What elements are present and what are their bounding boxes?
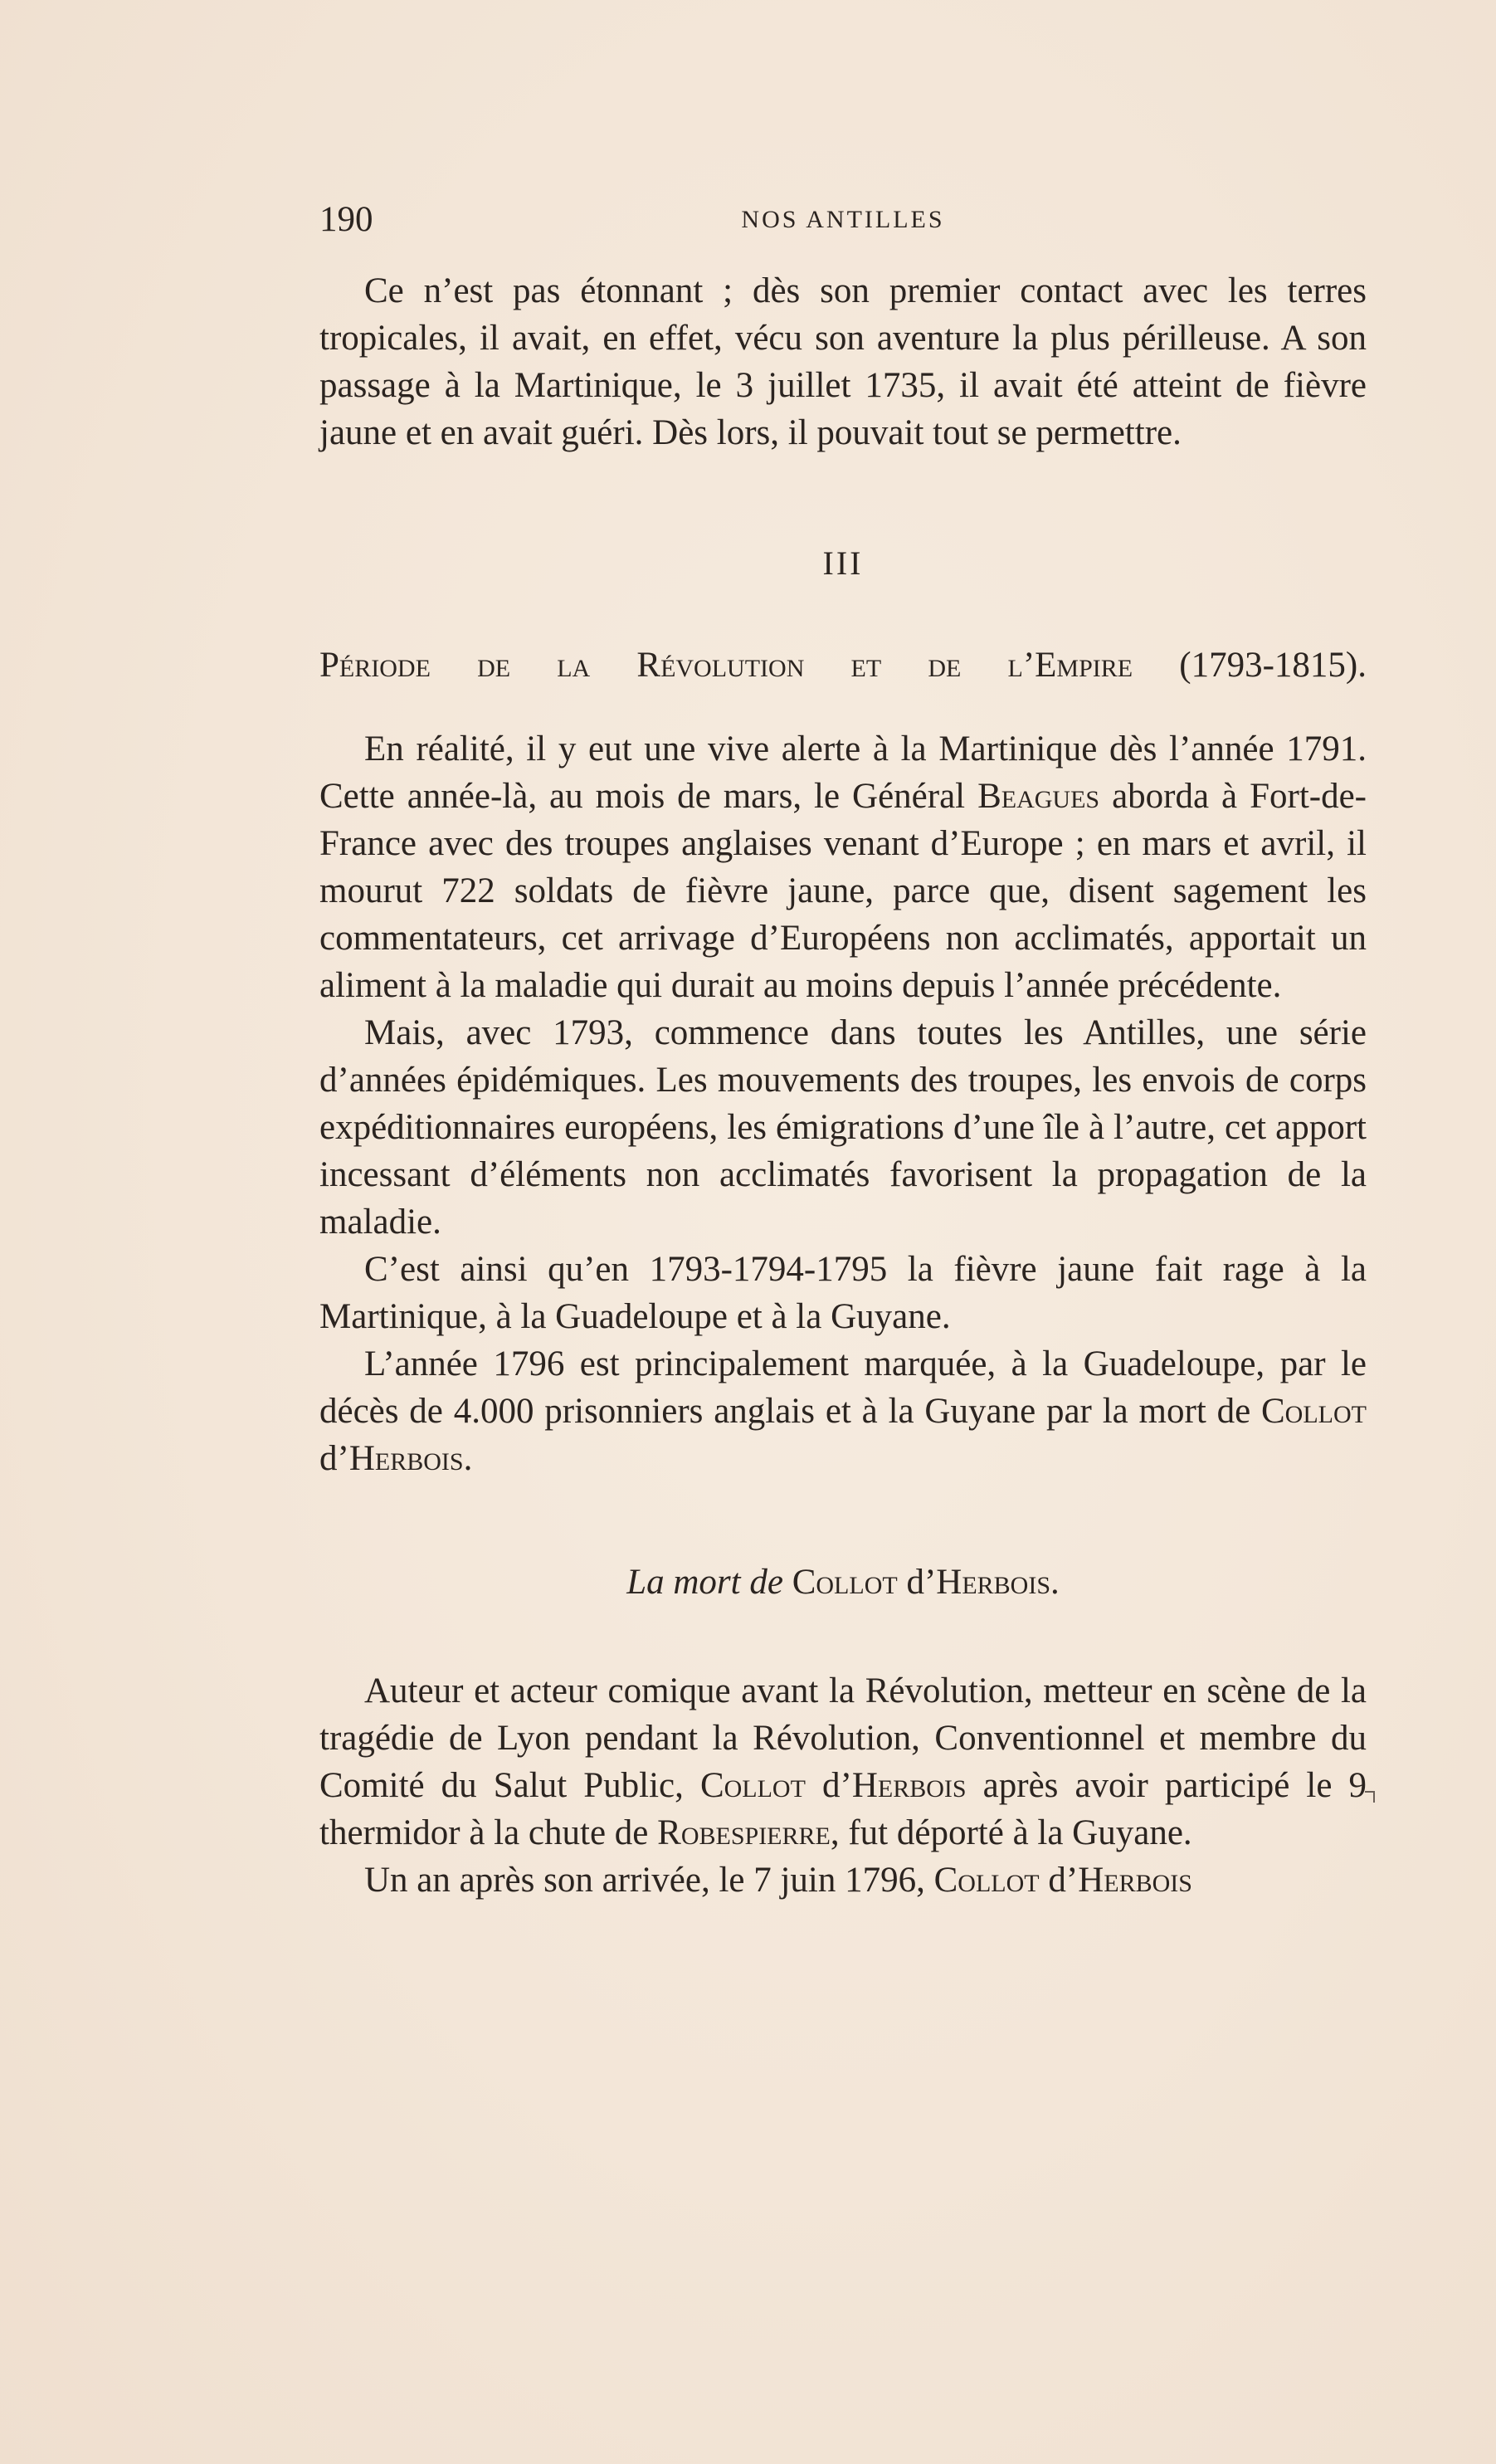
subsection-name-herbois: Herbois (936, 1563, 1051, 1602)
paragraph-6 (319, 1667, 1367, 1857)
page-number: 190 (319, 200, 373, 239)
paragraph-2-text-a: En réalité, il y eut une vive alerte à la Martinique dès l’année 1791. Cette année-là, au mois de mars, le Général (319, 729, 1367, 816)
subsection-name-collot: Collot (792, 1563, 898, 1602)
running-head (319, 191, 1367, 249)
person-name-collot: Collot (1261, 1392, 1367, 1431)
paragraph-1: Ce n’est pas étonnant ; dès son premier contact avec les terres tropicales, il avait, en effet, vécu son aventure la plus périlleuse. A son passage à la Martinique, le 3 juillet 1735, il avait été atteint de fièvre jaune et en avait guéri. Dès lors, il pouvait tout se permettre. (319, 271, 1367, 452)
person-name-herbois: Herbois (1078, 1861, 1192, 1900)
person-name-beagues: Beagues (977, 777, 1100, 816)
person-name-collot: Collot (933, 1861, 1040, 1900)
paragraph-6-text-a: Auteur et acteur comique avant la Révolution, metteur en scène de la tragédie de Lyon pendant la Révolution, Conventionnel et membre du Comité du Salut Public, (319, 1671, 1367, 1805)
subsection-heading-italic: La mort de (626, 1563, 783, 1602)
person-name-herbois: Herbois (851, 1766, 967, 1805)
paragraph-6-mid: d’ (805, 1766, 852, 1805)
paragraph-2 (319, 725, 1367, 1009)
subsection-end: . (1050, 1563, 1060, 1602)
person-name-collot: Collot (699, 1766, 806, 1805)
section-number: III (822, 544, 864, 582)
section-heading-dates: (1793-1815). (1133, 646, 1367, 685)
paragraph-5-text-a: L’année 1796 est principalement marquée, à la Guadeloupe, par le décès de 4.000 prisonniers anglais et à la Guyane par la mort de (319, 1344, 1367, 1431)
person-name-robespierre: Robespierre (657, 1813, 831, 1852)
subsection-heading (319, 1559, 1367, 1606)
paragraph-6-text-b: après avoir participé le 9 thermidor à la chute de (319, 1766, 1367, 1852)
text-column (319, 191, 1367, 1904)
paragraph-3: Mais, avec 1793, commence dans toutes les Antilles, une série d’années épidémiques. Les mouvements des troupes, les envois de corps expéditionnaires européens, les émigrations d’une île à l’autre, cet apport incessant d’éléments non acclimatés favorisent la propagation de la maladie. (319, 1013, 1367, 1242)
section-heading (319, 642, 1367, 689)
paragraph-6-text-c: , fut déporté à la Guyane. (830, 1813, 1192, 1852)
running-title: NOS ANTILLES (741, 206, 945, 233)
section-heading-text: Période de la Révolution et de l’Empire (319, 646, 1133, 685)
paragraph-5 (319, 1340, 1367, 1482)
paragraph-7-text-a: Un an après son arrivée, le 7 juin 1796, (364, 1861, 934, 1900)
paragraph-5-end: . (463, 1439, 473, 1478)
print-mark (1365, 1791, 1375, 1803)
paragraph-7 (319, 1857, 1367, 1904)
person-name-herbois: Herbois (348, 1439, 464, 1478)
paragraph-4: C’est ainsi qu’en 1793-1794-1795 la fièvre jaune fait rage à la Martinique, à la Guadeloupe et à la Guyane. (319, 1250, 1367, 1336)
subsection-mid: d’ (897, 1563, 937, 1602)
paragraph-5-mid: d’ (319, 1439, 349, 1478)
paragraph-2-text-b: aborda à Fort-de-France avec des troupes anglaises venant d’Europe ; en mars et avril, il mourut 722 soldats de fièvre jaune, parce que, disent sagement les commentateurs, cet arrivage d’Européens non acclimatés, apportait un aliment à la maladie qui durait au moins depuis l’année précédente. (319, 777, 1367, 1005)
paragraph-7-mid: d’ (1039, 1861, 1079, 1900)
